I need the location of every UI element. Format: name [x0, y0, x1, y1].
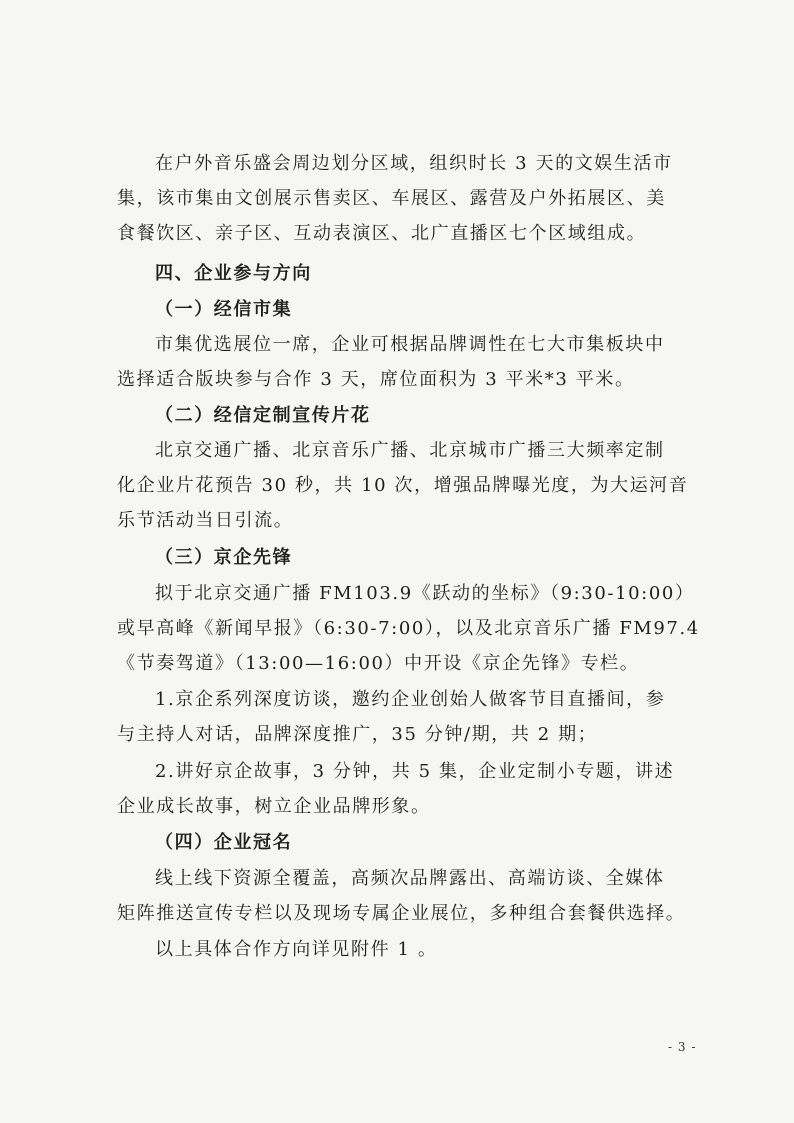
paragraph-line: 《节奏驾道》（13:00—16:00）中开设《京企先锋》专栏。: [117, 653, 640, 674]
paragraph-line: 企业成长故事，树立企业品牌形象。: [117, 796, 431, 817]
paragraph-line: 线上线下资源全覆盖，高频次品牌露出、高端访谈、全媒体: [155, 868, 665, 889]
subsection-heading: （二）经信定制宣传片花: [155, 405, 371, 426]
paragraph-line: 选择适合版块参与合作 3 天，席位面积为 3 平米*3 平米。: [117, 369, 635, 390]
subsection-heading: （三）京企先锋: [155, 547, 293, 568]
paragraph-line: 集，该市集由文创展示售卖区、车展区、露营及户外拓展区、美: [117, 188, 666, 209]
subsection-heading: （一）经信市集: [155, 299, 293, 320]
paragraph-line: 在户外音乐盛会周边划分区域，组织时长 3 天的文娱生活市: [155, 153, 673, 174]
paragraph-line: 乐节活动当日引流。: [117, 510, 294, 531]
subsection-heading: （四）企业冠名: [155, 832, 293, 853]
paragraph-line: 2.讲好京企故事，3 分钟，共 5 集，企业定制小专题，讲述: [155, 761, 675, 782]
paragraph-line: 北京交通广播、北京音乐广播、北京城市广播三大频率定制: [155, 440, 665, 461]
section-heading: 四、企业参与方向: [155, 263, 312, 284]
paragraph-line: 市集优选展位一席，企业可根据品牌调性在七大市集板块中: [155, 334, 665, 355]
paragraph-line: 1.京企系列深度访谈，邀约企业创始人做客节目直播间，参: [155, 689, 666, 710]
paragraph-line: 或早高峰《新闻早报》（6:30-7:00），以及北京音乐广播 FM97.4: [117, 618, 700, 639]
paragraph-line: 以上具体合作方向详见附件 1 。: [155, 939, 438, 960]
paragraph-line: 拟于北京交通广播 FM103.9《跃动的坐标》（9:30-10:00）: [155, 583, 695, 604]
paragraph-line: 矩阵推送宣传专栏以及现场专属企业展位，多种组合套餐供选择。: [117, 903, 686, 924]
paragraph-line: 化企业片花预告 30 秒，共 10 次，增强品牌曝光度，为大运河音: [117, 475, 689, 496]
page-number: - 3 -: [668, 1040, 697, 1054]
paragraph-line: 食餐饮区、亲子区、互动表演区、北广直播区七个区域组成。: [117, 223, 647, 244]
paragraph-line: 与主持人对话，品牌深度推广，35 分钟/期，共 2 期；: [117, 724, 598, 745]
